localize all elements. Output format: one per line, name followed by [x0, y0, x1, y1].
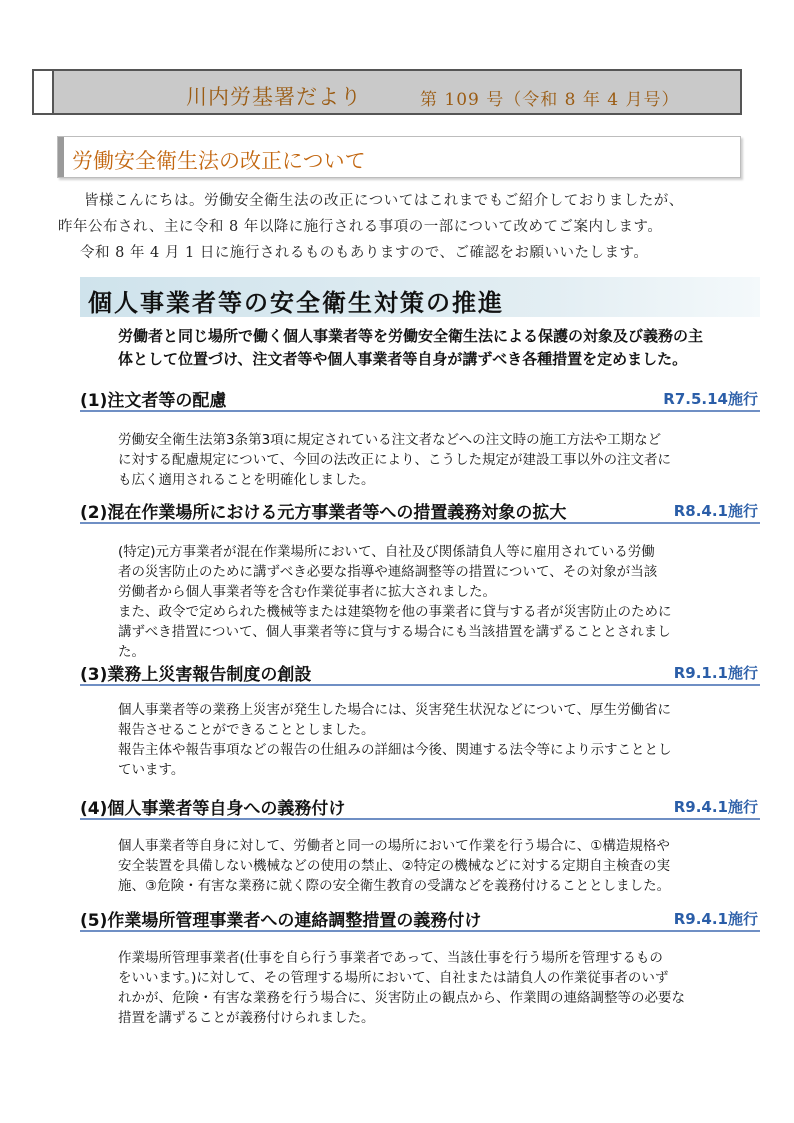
intro-line: 昨年公布され、主に令和 8 年以降に施行される事項の一部について改めてご案内します。 [58, 219, 663, 235]
topic-summary-line: 体として位置づけ、注文者等や個人事業者等自身が講ずべき各種措置を定めました。 [118, 350, 688, 368]
effective-date: R9.1.1施行 [673, 664, 758, 682]
intro-line: 皆様こんにちは。労働安全衛生法の改正についてはこれまでもご紹介しておりましたが、 [84, 193, 684, 209]
item-body-line: 労働者から個人事業者等を含む作業従事者に拡大されました。 [118, 584, 496, 600]
item-body-line: 施、③危険・有害な業務に就く際の安全衛生教育の受講などを義務付けることとしました。 [118, 878, 671, 894]
item-heading [80, 904, 760, 932]
item-body-line: も広く適用されることを明確化しました。 [118, 472, 375, 488]
item-body-line: 作業場所管理事業者(仕事を自ら行う事業者であって、当該仕事を行う場所を管理するもの [118, 950, 663, 966]
effective-date: R9.4.1施行 [673, 910, 758, 928]
section-heading-bar [58, 137, 64, 177]
intro-line: 令和 8 年 4 月 1 日に施行されるものもありますので、ご確認をお願いいたします。 [80, 245, 649, 261]
effective-date: R7.5.14施行 [663, 390, 758, 408]
item-title: (2)混在作業場所における元方事業者等への措置義務対象の拡大 [80, 503, 567, 523]
item-body-line: ています。 [118, 762, 185, 778]
topic-summary-line: 労働者と同じ場所で働く個人事業者等を労働安全衛生法による保護の対象及び義務の主 [118, 327, 704, 345]
item-body-line: 労働安全衛生法第3条第3項に規定されている注文者などへの注文時の施工方法や工期など [118, 432, 662, 448]
issue-number: 第 109 号（令和 8 年 4 月号） [420, 90, 680, 110]
item-title: (5)作業場所管理事業者への連絡調整措置の義務付け [80, 911, 482, 931]
item-title: (1)注文者等の配慮 [80, 391, 227, 411]
newsletter-title: 川内労基署だより [186, 85, 362, 109]
item-body-line: に対する配慮規定について、今回の法改正により、こうした規定が建設工事以外の注文者に [118, 452, 671, 468]
item-body-line: 措置を講ずることが義務付けられました。 [118, 1010, 375, 1026]
item-heading [80, 792, 760, 820]
item-body-line: 個人事業者等自身に対して、労働者と同一の場所において作業を行う場合に、①構造規格や [118, 838, 670, 854]
item-heading [80, 496, 760, 524]
effective-date: R9.4.1施行 [673, 798, 758, 816]
item-body-line: (特定)元方事業者が混在作業場所において、自社及び関係請負人等に雇用されている労働 [118, 544, 655, 560]
header-side-block [34, 71, 54, 113]
item-body-line: 報告させることができることとしました。 [118, 722, 375, 738]
item-body-line: れかが、危険・有害な業務を行う場合に、災害防止の観点から、作業間の連絡調整等の必要な [118, 990, 685, 1006]
item-body-line: 安全装置を具備しない機械などの使用の禁止、②特定の機械などに対する定期自主検査の実 [118, 858, 671, 874]
item-body-line: 報告主体や報告事項などの報告の仕組みの詳細は今後、関連する法令等により示すこととし [118, 742, 672, 758]
item-body-line: 個人事業者等の業務上災害が発生した場合には、災害発生状況などについて、厚生労働省に [118, 702, 671, 718]
item-body-line: をいいます。)に対して、その管理する場所において、自社または請負人の作業従事者のいず [118, 970, 669, 986]
item-body-line: 講ずべき措置について、個人事業者等に貸与する場合にも当該措置を講ずることとされまし [118, 624, 671, 640]
item-body-line: また、政令で定められた機械等または建築物を他の事業者に貸与する者が災害防止のために [118, 604, 672, 620]
item-body-line: 者の災害防止のために講ずべき必要な指導や連絡調整等の措置について、その対象が当該 [118, 564, 658, 580]
section-title: 労働安全衛生法の改正について [72, 149, 366, 173]
effective-date: R8.4.1施行 [673, 502, 758, 520]
item-heading [80, 384, 760, 412]
item-body-line: た。 [118, 644, 145, 660]
item-title: (4)個人事業者等自身への義務付け [80, 799, 346, 819]
topic-heading [80, 277, 760, 317]
topic-title: 個人事業者等の安全衛生対策の推進 [88, 289, 504, 317]
newsletter-header [32, 69, 742, 115]
item-title: (3)業務上災害報告制度の創設 [80, 665, 312, 685]
section-heading-box [57, 136, 741, 178]
item-heading [80, 658, 760, 686]
